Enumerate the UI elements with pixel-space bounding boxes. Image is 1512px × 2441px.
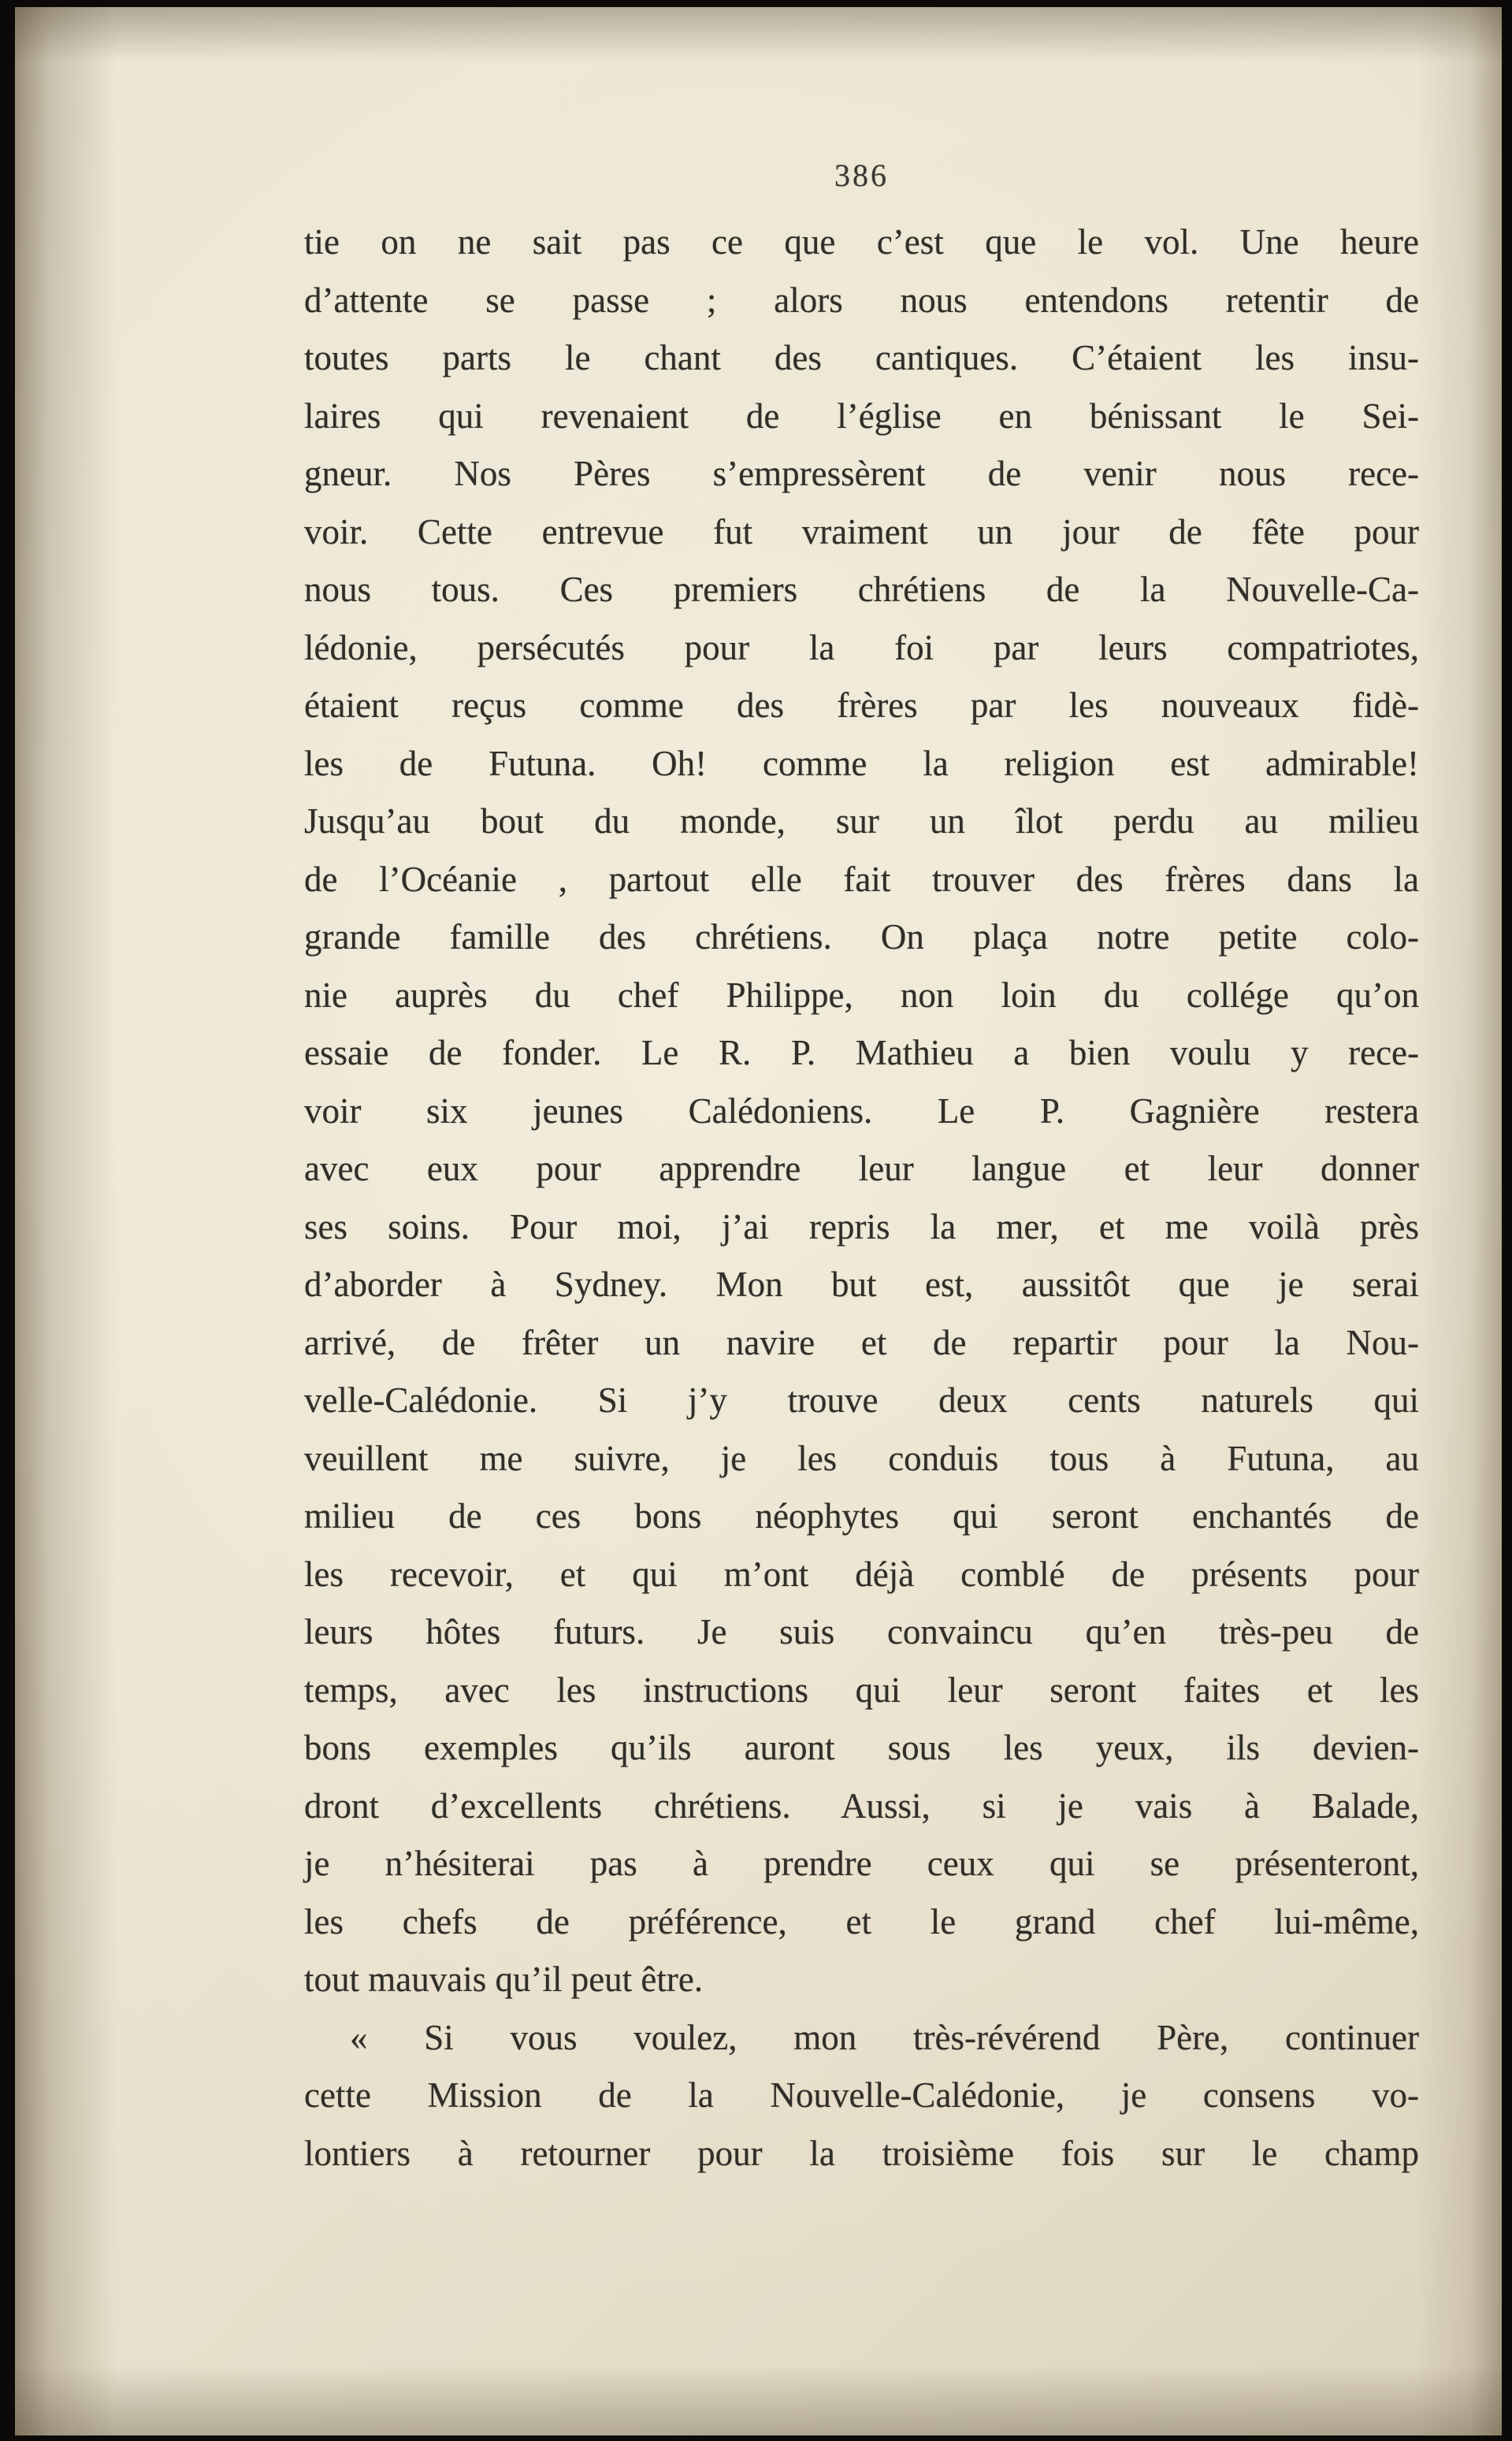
text-line: nie auprès du chef Philippe, non loin du collége qu’on (304, 975, 1419, 1015)
text-line: Jusqu’au bout du monde, sur un îlot perdu au milieu (304, 801, 1419, 841)
text-line: cette Mission de la Nouvelle-Calédonie, je consens vo- (304, 2075, 1419, 2115)
text-line: « Si vous voulez, mon très-révérend Père, continuer (350, 2017, 1419, 2057)
text-line: grande famille des chrétiens. On plaça notre petite colo- (304, 917, 1419, 957)
text-line: étaient reçus comme des frères par les nouveaux fidè- (304, 685, 1419, 725)
text-line: toutes parts le chant des cantiques. C’étaient les insu- (304, 338, 1419, 377)
text-block (304, 214, 1419, 2183)
text-line: lontiers à retourner pour la troisième fois sur le champ (304, 2133, 1419, 2173)
text-line: arrivé, de frêter un navire et de repartir pour la Nou- (304, 1322, 1419, 1362)
text-line: lédonie, persécutés pour la foi par leurs compatriotes, (304, 627, 1419, 667)
text-line: je n’hésiterai pas à prendre ceux qui se présenteront, (304, 1844, 1419, 1883)
text-line: d’aborder à Sydney. Mon but est, aussitôt que je serai (304, 1265, 1419, 1304)
text-line: avec eux pour apprendre leur langue et leur donner (304, 1149, 1419, 1188)
text-line: d’attente se passe ; alors nous entendons retentir de (304, 280, 1419, 320)
text-line: velle-Calédonie. Si j’y trouve deux cents naturels qui (304, 1380, 1419, 1420)
book-page (15, 7, 1502, 2435)
text-line: dront d’excellents chrétiens. Aussi, si je vais à Balade, (304, 1785, 1419, 1826)
text-line: voir. Cette entrevue fut vraiment un jour de fête pour (304, 511, 1419, 552)
text-line: nous tous. Ces premiers chrétiens de la Nouvelle-Ca- (304, 570, 1419, 609)
text-line: les recevoir, et qui m’ont déjà comblé de présents pour (304, 1554, 1419, 1594)
text-line: les chefs de préférence, et le grand chef lui-même, (304, 1901, 1419, 1941)
text-line: leurs hôtes futurs. Je suis convaincu qu’en très-peu de (304, 1612, 1419, 1651)
text-line: les de Futuna. Oh! comme la religion est admirable! (304, 743, 1419, 783)
text-line: essaie de fonder. Le R. P. Mathieu a bien voulu y rece- (304, 1033, 1419, 1072)
text-line: laires qui revenaient de l’église en bénissant le Sei- (304, 396, 1419, 436)
text-line: veuillent me suivre, je les conduis tous à Futuna, au (304, 1438, 1419, 1478)
text-line: tout mauvais qu’il peut être. (304, 1960, 704, 1999)
text-line: de l’Océanie , partout elle fait trouver des frères dans la (304, 859, 1419, 899)
text-line: ses soins. Pour moi, j’ai repris la mer, et me voilà près (304, 1206, 1419, 1247)
text-line: milieu de ces bons néophytes qui seront enchantés de (304, 1496, 1419, 1536)
text-line: voir six jeunes Calédoniens. Le P. Gagnière restera (304, 1090, 1419, 1131)
text-line: temps, avec les instructions qui leur seront faites et les (304, 1670, 1419, 1710)
page-number: 386 (834, 158, 889, 193)
text-line: gneur. Nos Pères s’empressèrent de venir nous rece- (304, 454, 1419, 493)
text-line: tie on ne sait pas ce que c’est que le vol. Une heure (304, 222, 1419, 262)
text-line: bons exemples qu’ils auront sous les yeux, ils devien- (304, 1728, 1419, 1767)
